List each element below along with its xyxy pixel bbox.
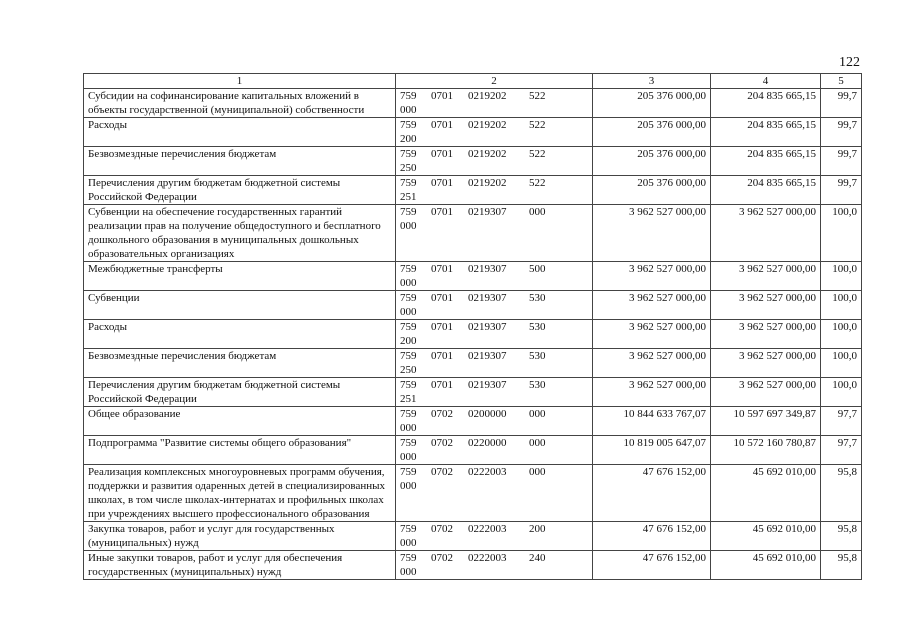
code-part: 759 bbox=[400, 292, 417, 304]
code-part: 0219202 bbox=[468, 90, 507, 102]
code-part: 251 bbox=[400, 191, 417, 203]
code-part: 0220000 bbox=[468, 437, 507, 449]
code-part: 759 bbox=[400, 177, 417, 189]
row-fact-amount: 204 835 665,15 bbox=[711, 176, 821, 205]
code-part: 200 bbox=[400, 133, 417, 145]
code-part: 522 bbox=[529, 119, 546, 131]
code-part: 522 bbox=[529, 148, 546, 160]
code-part: 0222003 bbox=[468, 552, 507, 564]
code-part: 000 bbox=[400, 480, 417, 492]
code-part: 0702 bbox=[431, 523, 453, 535]
row-codes bbox=[396, 176, 593, 205]
code-part: 0219307 bbox=[468, 350, 507, 362]
code-part: 0701 bbox=[431, 206, 453, 218]
row-codes bbox=[396, 291, 593, 320]
row-percent: 100,0 bbox=[821, 378, 862, 407]
row-plan-amount: 3 962 527 000,00 bbox=[593, 205, 711, 262]
row-percent: 95,8 bbox=[821, 551, 862, 580]
row-plan-amount: 47 676 152,00 bbox=[593, 522, 711, 551]
row-fact-amount: 204 835 665,15 bbox=[711, 147, 821, 176]
row-name: Безвозмездные перечисления бюджетам bbox=[84, 349, 396, 378]
code-part: 000 bbox=[400, 220, 417, 232]
header-row bbox=[84, 74, 862, 89]
code-part: 000 bbox=[400, 451, 417, 463]
row-fact-amount: 10 572 160 780,87 bbox=[711, 436, 821, 465]
code-part: 0702 bbox=[431, 552, 453, 564]
code-part: 0222003 bbox=[468, 466, 507, 478]
code-part: 000 bbox=[529, 408, 546, 420]
code-part: 0701 bbox=[431, 292, 453, 304]
row-percent: 100,0 bbox=[821, 320, 862, 349]
row-percent: 95,8 bbox=[821, 522, 862, 551]
code-part: 000 bbox=[400, 104, 417, 116]
code-part: 0219307 bbox=[468, 263, 507, 275]
code-part: 000 bbox=[400, 566, 417, 578]
row-name: Перечисления другим бюджетам бюджетной системы Российской Федерации bbox=[84, 378, 396, 407]
header-col-5: 5 bbox=[821, 74, 862, 89]
row-codes bbox=[396, 522, 593, 551]
row-plan-amount: 205 376 000,00 bbox=[593, 176, 711, 205]
code-part: 0701 bbox=[431, 321, 453, 333]
row-percent: 97,7 bbox=[821, 407, 862, 436]
code-part: 0701 bbox=[431, 177, 453, 189]
code-part: 759 bbox=[400, 148, 417, 160]
table-body bbox=[84, 89, 862, 580]
header-col-2: 2 bbox=[396, 74, 593, 89]
row-percent: 100,0 bbox=[821, 291, 862, 320]
table-row bbox=[84, 205, 862, 262]
row-codes bbox=[396, 407, 593, 436]
code-part: 200 bbox=[400, 335, 417, 347]
table-row bbox=[84, 436, 862, 465]
row-fact-amount: 204 835 665,15 bbox=[711, 89, 821, 118]
row-fact-amount: 3 962 527 000,00 bbox=[711, 320, 821, 349]
code-part: 0219307 bbox=[468, 292, 507, 304]
row-plan-amount: 3 962 527 000,00 bbox=[593, 349, 711, 378]
code-part: 200 bbox=[529, 523, 546, 535]
row-name: Межбюджетные трансферты bbox=[84, 262, 396, 291]
row-codes bbox=[396, 349, 593, 378]
row-fact-amount: 45 692 010,00 bbox=[711, 551, 821, 580]
code-part: 0702 bbox=[431, 408, 453, 420]
row-plan-amount: 47 676 152,00 bbox=[593, 551, 711, 580]
row-name: Иные закупки товаров, работ и услуг для обеспечения государственных (муниципальных) нужд bbox=[84, 551, 396, 580]
code-part: 759 bbox=[400, 119, 417, 131]
row-name: Расходы bbox=[84, 118, 396, 147]
table-row bbox=[84, 118, 862, 147]
row-plan-amount: 10 819 005 647,07 bbox=[593, 436, 711, 465]
row-plan-amount: 3 962 527 000,00 bbox=[593, 320, 711, 349]
table-row bbox=[84, 551, 862, 580]
table-row bbox=[84, 89, 862, 118]
header-col-3: 3 bbox=[593, 74, 711, 89]
row-fact-amount: 45 692 010,00 bbox=[711, 465, 821, 522]
table-row bbox=[84, 378, 862, 407]
table-row bbox=[84, 147, 862, 176]
code-part: 000 bbox=[529, 437, 546, 449]
code-part: 0200000 bbox=[468, 408, 507, 420]
code-part: 0219307 bbox=[468, 379, 507, 391]
table-row bbox=[84, 465, 862, 522]
row-percent: 100,0 bbox=[821, 205, 862, 262]
code-part: 0701 bbox=[431, 90, 453, 102]
code-part: 759 bbox=[400, 263, 417, 275]
row-codes bbox=[396, 262, 593, 291]
code-part: 000 bbox=[400, 277, 417, 289]
table-row bbox=[84, 320, 862, 349]
row-plan-amount: 205 376 000,00 bbox=[593, 147, 711, 176]
row-fact-amount: 3 962 527 000,00 bbox=[711, 349, 821, 378]
code-part: 530 bbox=[529, 292, 546, 304]
code-part: 251 bbox=[400, 393, 417, 405]
code-part: 0219307 bbox=[468, 321, 507, 333]
row-codes bbox=[396, 205, 593, 262]
row-name: Субвенции bbox=[84, 291, 396, 320]
row-codes bbox=[396, 118, 593, 147]
row-name: Субсидии на софинансирование капитальных вложений в объекты государственной (муниципальной) собственности bbox=[84, 89, 396, 118]
table-row bbox=[84, 176, 862, 205]
code-part: 759 bbox=[400, 350, 417, 362]
budget-table bbox=[83, 73, 862, 580]
code-part: 0701 bbox=[431, 263, 453, 275]
row-codes bbox=[396, 147, 593, 176]
row-plan-amount: 205 376 000,00 bbox=[593, 89, 711, 118]
row-name: Перечисления другим бюджетам бюджетной системы Российской Федерации bbox=[84, 176, 396, 205]
row-name: Субвенции на обеспечение государственных гарантий реализации прав на получение общедоступного и бесплатного дошкольного образования в муниципальных дошкольных образовательных организациях bbox=[84, 205, 396, 262]
row-fact-amount: 45 692 010,00 bbox=[711, 522, 821, 551]
row-percent: 100,0 bbox=[821, 349, 862, 378]
code-part: 759 bbox=[400, 552, 417, 564]
code-part: 759 bbox=[400, 206, 417, 218]
row-name: Расходы bbox=[84, 320, 396, 349]
row-fact-amount: 3 962 527 000,00 bbox=[711, 262, 821, 291]
code-part: 522 bbox=[529, 177, 546, 189]
code-part: 759 bbox=[400, 523, 417, 535]
row-percent: 100,0 bbox=[821, 262, 862, 291]
row-name: Безвозмездные перечисления бюджетам bbox=[84, 147, 396, 176]
table-row bbox=[84, 522, 862, 551]
row-fact-amount: 3 962 527 000,00 bbox=[711, 291, 821, 320]
row-percent: 99,7 bbox=[821, 89, 862, 118]
row-percent: 99,7 bbox=[821, 118, 862, 147]
code-part: 0219202 bbox=[468, 119, 507, 131]
header-col-1: 1 bbox=[84, 74, 396, 89]
row-fact-amount: 10 597 697 349,87 bbox=[711, 407, 821, 436]
code-part: 759 bbox=[400, 90, 417, 102]
code-part: 000 bbox=[400, 422, 417, 434]
code-part: 759 bbox=[400, 437, 417, 449]
header-col-4: 4 bbox=[711, 74, 821, 89]
table-row bbox=[84, 291, 862, 320]
code-part: 000 bbox=[400, 537, 417, 549]
code-part: 500 bbox=[529, 263, 546, 275]
row-codes bbox=[396, 551, 593, 580]
row-name: Закупка товаров, работ и услуг для государственных (муниципальных) нужд bbox=[84, 522, 396, 551]
row-fact-amount: 3 962 527 000,00 bbox=[711, 205, 821, 262]
code-part: 0219307 bbox=[468, 206, 507, 218]
code-part: 000 bbox=[529, 206, 546, 218]
code-part: 759 bbox=[400, 321, 417, 333]
code-part: 250 bbox=[400, 162, 417, 174]
page-number: 122 bbox=[839, 55, 860, 70]
row-name: Реализация комплексных многоуровневых программ обучения, поддержки и развития одаренных детей в специализированных школах, в том числе школах-интернатах и профильных школах при учреждениях высшего профессионального образования bbox=[84, 465, 396, 522]
row-name: Общее образование bbox=[84, 407, 396, 436]
row-plan-amount: 3 962 527 000,00 bbox=[593, 378, 711, 407]
row-percent: 95,8 bbox=[821, 465, 862, 522]
row-fact-amount: 204 835 665,15 bbox=[711, 118, 821, 147]
row-codes bbox=[396, 89, 593, 118]
code-part: 759 bbox=[400, 408, 417, 420]
code-part: 0702 bbox=[431, 437, 453, 449]
code-part: 250 bbox=[400, 364, 417, 376]
row-codes bbox=[396, 378, 593, 407]
row-plan-amount: 47 676 152,00 bbox=[593, 465, 711, 522]
row-plan-amount: 10 844 633 767,07 bbox=[593, 407, 711, 436]
code-part: 0701 bbox=[431, 119, 453, 131]
row-name: Подпрограмма "Развитие системы общего образования" bbox=[84, 436, 396, 465]
code-part: 000 bbox=[400, 306, 417, 318]
row-plan-amount: 205 376 000,00 bbox=[593, 118, 711, 147]
row-percent: 99,7 bbox=[821, 147, 862, 176]
row-percent: 97,7 bbox=[821, 436, 862, 465]
row-codes bbox=[396, 465, 593, 522]
code-part: 0701 bbox=[431, 350, 453, 362]
table-row bbox=[84, 349, 862, 378]
table-row bbox=[84, 262, 862, 291]
row-fact-amount: 3 962 527 000,00 bbox=[711, 378, 821, 407]
code-part: 759 bbox=[400, 379, 417, 391]
code-part: 522 bbox=[529, 90, 546, 102]
row-codes bbox=[396, 436, 593, 465]
code-part: 0219202 bbox=[468, 177, 507, 189]
code-part: 759 bbox=[400, 466, 417, 478]
code-part: 0701 bbox=[431, 148, 453, 160]
table-row bbox=[84, 407, 862, 436]
code-part: 0702 bbox=[431, 466, 453, 478]
row-plan-amount: 3 962 527 000,00 bbox=[593, 262, 711, 291]
row-percent: 99,7 bbox=[821, 176, 862, 205]
code-part: 0701 bbox=[431, 379, 453, 391]
code-part: 000 bbox=[529, 466, 546, 478]
row-plan-amount: 3 962 527 000,00 bbox=[593, 291, 711, 320]
code-part: 0222003 bbox=[468, 523, 507, 535]
code-part: 530 bbox=[529, 379, 546, 391]
row-codes bbox=[396, 320, 593, 349]
code-part: 530 bbox=[529, 321, 546, 333]
code-part: 0219202 bbox=[468, 148, 507, 160]
code-part: 530 bbox=[529, 350, 546, 362]
code-part: 240 bbox=[529, 552, 546, 564]
